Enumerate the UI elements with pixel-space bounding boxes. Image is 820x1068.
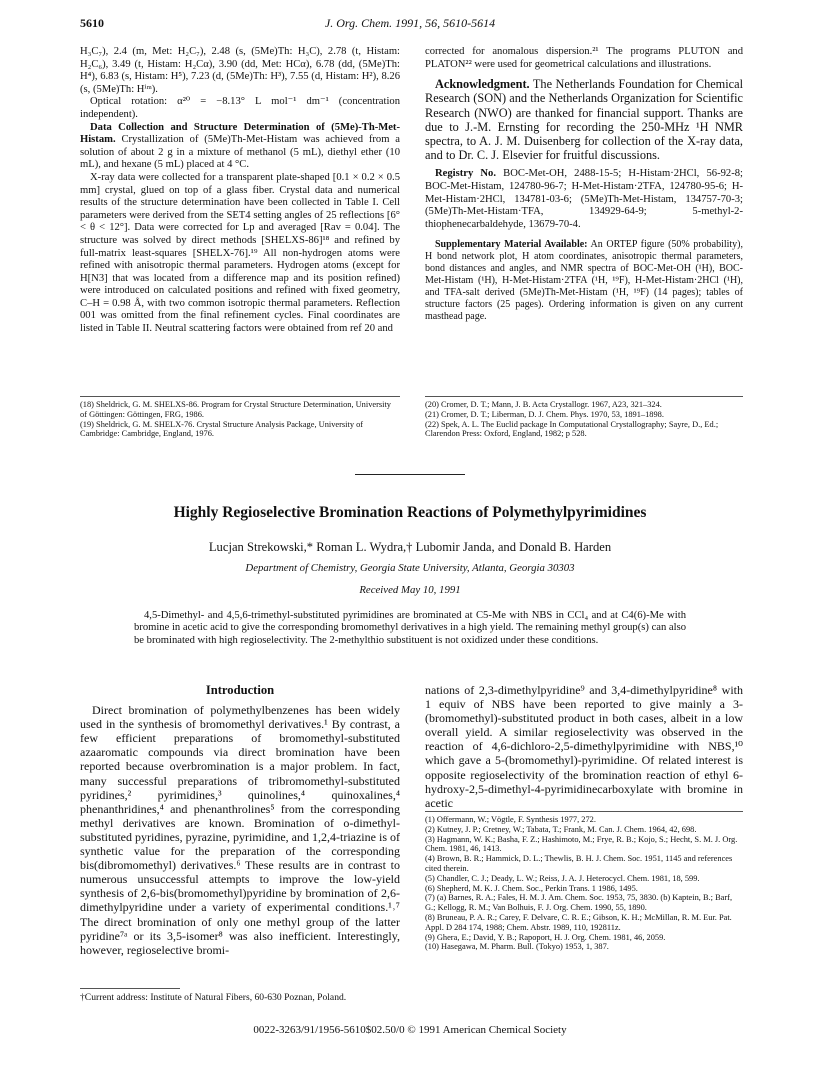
registry-paragraph: Registry No. BOC-Met-OH, 2488-15-5; H-Histam·2HCl, 56-92-8; BOC-Met-Histam, 124780-96-7; H-Met-Histam·2TFA, 124780-95-6; H-Met-Histam·2HCl, 134781-03-6; (5Me)Th-Met-Histam, 134757-70-3; (5Me)Th-Met-Histam·TFA, 134929-64-9; 5-methyl-2-thiophenecarbaldehyde, 13679-70-4. [425, 168, 743, 230]
right-column-top [425, 46, 743, 323]
reference-item: (8) Bruneau, P. A. R.; Carey, F. Delvare, C. R. E.; Gibson, K. H.; McMillan, R. M. Eur. Pat. Appl. D 284 174, 1988; Chem. Abstr. 1989, 110, 192811z. [425, 912, 732, 932]
article-authors: Lucjan Strekowski,* Roman L. Wydra,† Lubomir Janda, and Donald B. Harden [208, 540, 612, 554]
abstract-text: 4,5-Dimethyl- and 4,5,6-trimethyl-substituted pyrimidines are brominated at C5-Me with NBS in CCl₄ and at C4(6)-Me with bromine in acetic acid to give the corresponding bromomethyl derivatives in a high yield. The remaining methyl group(s) can also be brominated with high regioselectivity. The 2-methylthio substituent is not oxidized under these conditions. [134, 610, 686, 646]
received-date: Received May 10, 1991 [359, 584, 461, 596]
footnote: (19) Sheldrick, G. M. SHELX-76. Crystal Structure Analysis Package, University of Cambridge: Cambridge, England, 1976. [80, 419, 364, 439]
footnote-rule-right [425, 396, 743, 397]
footnotes-right [425, 400, 743, 439]
data-collection-paragraph: Data Collection and Structure Determination of (5Me)-Th-Met-Histam. Crystallization of (5Me)Th-Met-Histam was achieved from a solution of about 2 g in a mixture of methanol (5 mL), diethyl ether (10 mL), and hexane (5 mL) placed at 4 °C. [80, 121, 401, 171]
introduction-left [80, 683, 400, 957]
introduction-text-continued: nations of 2,3-dimethylpyridine⁹ and 3,4-dimethylpyridine⁸ with 1 equiv of NBS have been reported to give mainly a 3-(bromomethyl)-substituted product in both cases, albeit in a low overall yield. A similar regioselectivity was observed in the reaction of 4,6-dichloro-2,5-dimethylpyrimidine with NBS,¹⁰ which gave a 5-(bromomethyl)-pyrimidine. Of related interest is opposite regioselectivity of the bromination reaction of ethyl 6-hydroxy-2,5-dimethyl-4-pyrimidinecarboxylate with bromine in acetic [425, 683, 743, 810]
introduction-right [425, 683, 743, 810]
supplementary-heading: Supplementary Material Available: [435, 239, 588, 251]
page-footer: 0022-3263/91/1956-5610$02.50/0 © 1991 American Chemical Society [253, 1024, 567, 1036]
xray-paragraph: X-ray data were collected for a transparent plate-shaped [0.1 × 0.2 × 0.5 mm] crystal, glued on top of a glass fiber. Crystal data and numerical results of the structure determination have been collected in Table I. Cell parameters were derived from the SET4 setting angles of 25 reflections [6° < θ < 12°]. Data were corrected for Lp and averaged [Rav = 0.04]. The structure was solved by direct methods [SHELXS-86]¹⁸ and refined by full-matrix least-squares [SHELX-76].¹⁹ All non-hydrogen atoms were refined with anisotropic thermal parameters. Hydrogen atoms (except for H[N3] that was located from a difference map and its position refined) were introduced on calculated positions and refined with fixed geometry, C–H = 0.98 Å, with two common isotropic thermal parameters. Reflection 001 was omitted from the final refinement cycles. Final coordinates are listed in Table II. Neutral scattering factors were obtained from ref 20 and [80, 171, 400, 335]
current-address-note: †Current address: Institute of Natural Fibers, 60-630 Poznan, Poland. [80, 992, 347, 1003]
reference-item: (6) Shepherd, M. K. J. Chem. Soc., Perkin Trans. 1 1986, 1495. [425, 883, 638, 893]
reference-item: (2) Kutney, J. P.; Cretney, W.; Tabata, T.; Frank, M. Can. J. Chem. 1964, 42, 698. [425, 824, 697, 834]
references-rule [425, 811, 743, 812]
introduction-text: Direct bromination of polymethylbenzenes has been widely used in the synthesis of bromomethyl derivatives.¹ By contrast, a few efficient preparations of bromomethyl-substituted azaaromatic compounds via direct bromination have been reported because overbromination is a major problem. In fact, many successful preparations of tribromomethyl-substituted pyridines,² pyrimidines,³ quinolines,⁴ quinoxalines,⁴ phenanthridines,⁴ and phenanthrolines⁵ from the corresponding methyl derivatives are known. Bromination of o-dimethyl-substituted pyridines, pyrazine, pyrimidine, and 1,2,4-triazine is of synthetic value for the preparation of the corresponding bis(dibromomethyl) derivatives.⁶ These results are in contrast to numerous unsuccessful attempts to improve the low-yield synthesis of 2,6-bis(bromomethyl)pyridine by bromination of 2,6-dimethylpyridine under a variety of experimental conditions.¹˒⁷ The direct bromination of only one methyl group of the latter pyridine⁷ᵃ or its 3,5-isomer⁸ was also inefficient. Interestingly, however, regioselective bromi- [80, 703, 400, 957]
data-collection-heading: Data Collection and Structure Determination of (5Me)-Th-Met-Histam. [80, 121, 400, 146]
footnote: (18) Sheldrick, G. M. SHELXS-86. Program for Crystal Structure Determination, University of Göttingen: Göttingen, FRG, 1986. [80, 400, 391, 419]
footnotes-left [80, 400, 400, 439]
reference-item: (3) Hagmann, W. K.; Basha, F. Z.; Hashimoto, M.; Frye, R. B.; Kojo, S.; Hecht, S. M. J. Org. Chem. 1981, 46, 1413. [425, 834, 738, 854]
footnote-rule-left [80, 396, 400, 397]
reference-item: (4) Brown, B. R.; Hammick, D. L.; Thewlis, B. H. J. Chem. Soc. 1951, 1145 and references cited therein. [425, 854, 733, 873]
reference-item: (5) Chandler, C. J.; Deady, L. W.; Reiss, J. A. J. Heterocycl. Chem. 1981, 18, 599. [425, 873, 700, 883]
footnote: (20) Cromer, D. T.; Mann, J. B. Acta Crystallogr. 1967, A23, 321–324. [425, 400, 662, 409]
footnote: (21) Cromer, D. T.; Liberman, D. J. Chem. Phys. 1970, 53, 1891–1898. [425, 409, 664, 419]
reference-item: (1) Offermann, W.; Vögtle, F. Synthesis 1977, 272. [425, 815, 596, 824]
address-rule [80, 988, 180, 989]
acknowledgment-paragraph: Acknowledgment. The Netherlands Foundation for Chemical Research (SON) and the Netherlands Organization for Scientific Research (NWO) are thanked for financial support. Thanks are due to J.-M. Ernsting for recording the 250-MHz ¹H NMR spectra, to A. J. M. Duisenberg for collection of the X-ray data, and to Dr. C. J. Elsevier for fruitful discussions. [425, 77, 743, 163]
anomalous-paragraph: corrected for anomalous dispersion.²¹ The programs PLUTON and PLATON²² were used for geometrical calculations and illustrations. [425, 46, 743, 70]
nmr-data: H₃C₇), 2.4 (m, Met: H₂C₇), 2.48 (s, (5Me)Th: H₃C), 2.78 (t, Histam: H₂C₆), 3.49 (t, Histam: H₂Cα), 3.90 (dd, Met: HCα), 6.78 (dd, (5Me)Th: H⁴), 6.83 (s, Histam: H⁵), 7.23 (d, (5Me)Th: H³), 7.55 (d, Histam: H²), 8.26 (s, (5Me)Th: Hⁱᵐ). [80, 46, 400, 95]
introduction-heading: Introduction [205, 683, 275, 697]
registry-heading: Registry No. [435, 168, 496, 180]
reference-item: (7) (a) Barnes, R. A.; Fales, H. M. J. Am. Chem. Soc. 1953, 75, 3830. (b) Kaptein, B.; Barf, G.; Kellogg, R. M.; Van Bolhuis, F. J. Org. Chem. 1990, 55, 1890. [425, 893, 733, 913]
article-separator [355, 474, 465, 475]
footnote: (22) Spek, A. L. The Euclid package In Computational Crystallography; Sayre, D., Ed.; Clarendon Press: Oxford, England, 1982; p 528. [425, 419, 719, 439]
supplementary-paragraph: Supplementary Material Available: An ORTEP figure (50% probability), H bond network plot, H atom coordinates, anisotropic thermal parameters, bond distances and angles, and NMR spectra of BOC-Met-OH (¹H), BOC-Met-Histam (¹H), H-Met-Histam·2TFA (¹H, ¹⁹F), H-Met-Histam·2HCl (¹H), and TFA-salt derived (5Me)Th-Met-Histam (¹H, ¹⁹F) (14 pages); tables of structure factors (25 pages). Ordering information is given on any current masthead page. [425, 239, 744, 323]
reference-item: (9) Ghera, E.; David, Y. B.; Rapoport, H. J. Org. Chem. 1981, 46, 2059. [425, 932, 666, 942]
journal-citation: J. Org. Chem. 1991, 56, 5610-5614 [324, 16, 496, 30]
acknowledgment-heading: Acknowledgment. [435, 77, 530, 92]
left-column-top [80, 46, 400, 336]
reference-item: (10) Hasegawa, M. Pharm. Bull. (Tokyo) 1953, 1, 387. [425, 942, 609, 952]
optical-rotation: Optical rotation: α²⁰ = −8.13° L mol⁻¹ dm⁻¹ (concentration independent). [80, 96, 400, 120]
article-affiliation: Department of Chemistry, Georgia State University, Atlanta, Georgia 30303 [245, 562, 575, 574]
article-title: Highly Regioselective Bromination Reactions of Polymethylpyrimidines [173, 504, 647, 521]
references [425, 815, 743, 952]
page-number: 5610 [80, 16, 104, 30]
running-header [80, 16, 740, 32]
abstract [134, 610, 686, 647]
